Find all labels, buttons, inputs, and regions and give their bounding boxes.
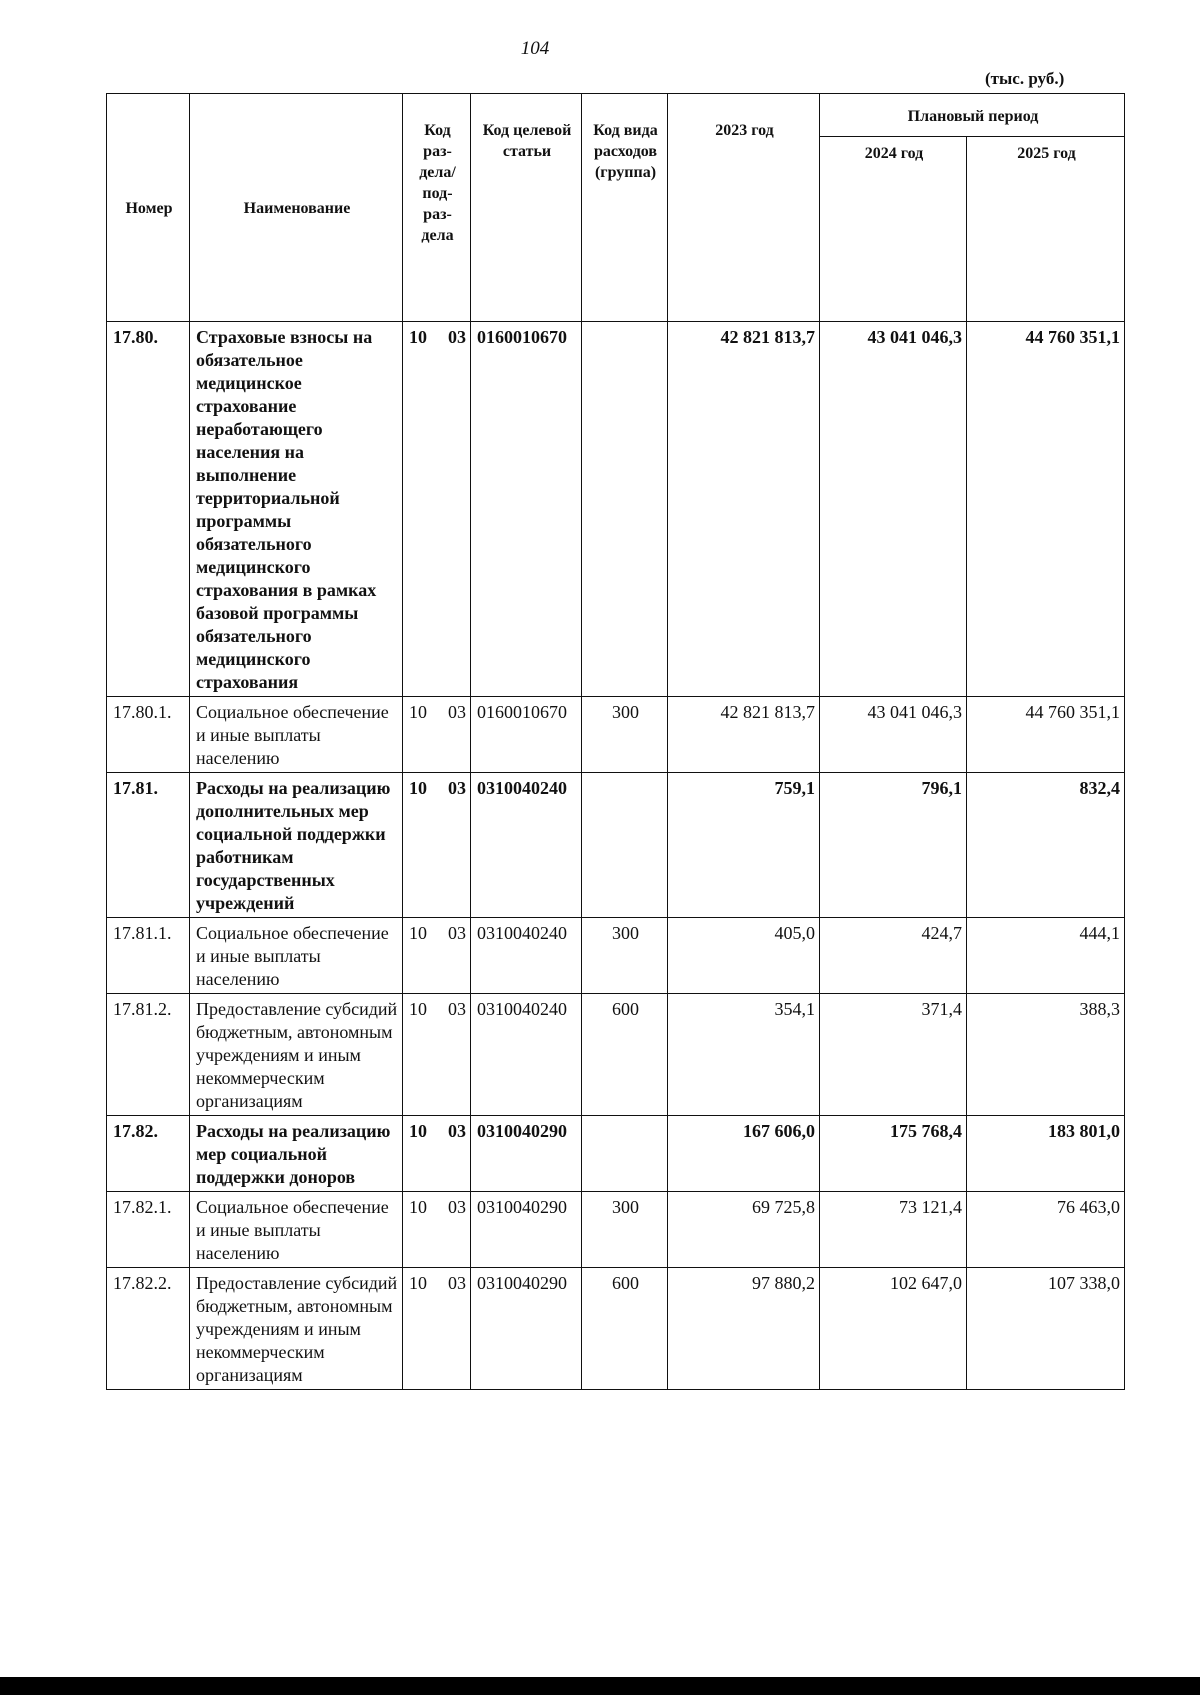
row-section-code bbox=[403, 918, 471, 994]
row-expense-type: 300 bbox=[582, 918, 668, 994]
table-row bbox=[107, 322, 1125, 697]
row-amount-2024: 424,7 bbox=[820, 918, 967, 994]
row-expense-type: 300 bbox=[582, 697, 668, 773]
row-amount-2023: 167 606,0 bbox=[668, 1116, 820, 1192]
row-expense-type: 600 bbox=[582, 1268, 668, 1390]
row-name: Социальное обеспечение и иные выплаты населению bbox=[190, 697, 403, 773]
row-amount-2024: 371,4 bbox=[820, 994, 967, 1116]
row-section-code bbox=[403, 1192, 471, 1268]
table-row bbox=[107, 918, 1125, 994]
row-amount-2025: 44 760 351,1 bbox=[967, 322, 1125, 697]
table-row bbox=[107, 1268, 1125, 1390]
row-amount-2023: 759,1 bbox=[668, 773, 820, 918]
subsection-code: 03 bbox=[448, 778, 466, 798]
row-number: 17.81.2. bbox=[107, 994, 190, 1116]
row-number: 17.81.1. bbox=[107, 918, 190, 994]
row-number: 17.80. bbox=[107, 322, 190, 697]
row-amount-2023: 69 725,8 bbox=[668, 1192, 820, 1268]
section-code: 10 bbox=[409, 778, 427, 798]
row-amount-2025: 44 760 351,1 bbox=[967, 697, 1125, 773]
row-number: 17.82. bbox=[107, 1116, 190, 1192]
subsection-code: 03 bbox=[448, 999, 466, 1019]
row-name: Расходы на реализацию дополнительных мер социальной поддержки работникам государственных учреждений bbox=[190, 773, 403, 918]
row-amount-2025: 107 338,0 bbox=[967, 1268, 1125, 1390]
row-amount-2023: 405,0 bbox=[668, 918, 820, 994]
row-expense-type bbox=[582, 773, 668, 918]
subsection-code: 03 bbox=[448, 923, 466, 943]
table-row bbox=[107, 994, 1125, 1116]
row-name: Страховые взносы на обязательное медицинское страхование неработающего населения на выполнение территориальной программы обязательного медицинского страхования в рамках базовой программы обязательного медицинского страхования bbox=[190, 322, 403, 697]
row-name: Социальное обеспечение и иные выплаты населению bbox=[190, 918, 403, 994]
row-target-code: 0160010670 bbox=[471, 697, 582, 773]
row-section-code bbox=[403, 773, 471, 918]
row-target-code: 0310040240 bbox=[471, 994, 582, 1116]
table-row bbox=[107, 697, 1125, 773]
row-target-code: 0310040290 bbox=[471, 1116, 582, 1192]
section-code: 10 bbox=[409, 1197, 427, 1217]
header-year-2024: 2024 год bbox=[820, 137, 967, 322]
row-amount-2023: 42 821 813,7 bbox=[668, 697, 820, 773]
row-amount-2024: 43 041 046,3 bbox=[820, 697, 967, 773]
scan-bottom-border bbox=[0, 1677, 1200, 1695]
budget-table bbox=[106, 93, 1125, 1390]
row-expense-type: 300 bbox=[582, 1192, 668, 1268]
units-label: (тыс. руб.) bbox=[985, 69, 1065, 88]
row-amount-2023: 97 880,2 bbox=[668, 1268, 820, 1390]
header-name: Наименование bbox=[190, 94, 403, 322]
table-row bbox=[107, 1116, 1125, 1192]
row-expense-type: 600 bbox=[582, 994, 668, 1116]
row-amount-2025: 444,1 bbox=[967, 918, 1125, 994]
row-section-code bbox=[403, 994, 471, 1116]
row-section-code bbox=[403, 1116, 471, 1192]
row-target-code: 0160010670 bbox=[471, 322, 582, 697]
section-code: 10 bbox=[409, 1121, 427, 1141]
subsection-code: 03 bbox=[448, 327, 466, 347]
row-name: Расходы на реализацию мер социальной поддержки доноров bbox=[190, 1116, 403, 1192]
row-target-code: 0310040290 bbox=[471, 1268, 582, 1390]
row-amount-2025: 183 801,0 bbox=[967, 1116, 1125, 1192]
header-year-2025: 2025 год bbox=[967, 137, 1125, 322]
section-code: 10 bbox=[409, 999, 427, 1019]
row-expense-type bbox=[582, 1116, 668, 1192]
row-amount-2025: 832,4 bbox=[967, 773, 1125, 918]
header-target-code: Код целевой статьи bbox=[471, 94, 582, 322]
row-target-code: 0310040240 bbox=[471, 773, 582, 918]
row-amount-2025: 76 463,0 bbox=[967, 1192, 1125, 1268]
row-section-code bbox=[403, 322, 471, 697]
row-amount-2025: 388,3 bbox=[967, 994, 1125, 1116]
header-expense-type-code: Код вида расходов (группа) bbox=[582, 94, 668, 322]
row-amount-2024: 102 647,0 bbox=[820, 1268, 967, 1390]
section-code: 10 bbox=[409, 1273, 427, 1293]
row-name: Социальное обеспечение и иные выплаты населению bbox=[190, 1192, 403, 1268]
section-code: 10 bbox=[409, 327, 427, 347]
row-number: 17.82.1. bbox=[107, 1192, 190, 1268]
header-section-code: Код раз-дела/ под-раз-дела bbox=[403, 94, 471, 322]
page-number: 104 bbox=[520, 38, 550, 59]
row-amount-2023: 42 821 813,7 bbox=[668, 322, 820, 697]
row-section-code bbox=[403, 697, 471, 773]
section-code: 10 bbox=[409, 702, 427, 722]
row-number: 17.81. bbox=[107, 773, 190, 918]
row-number: 17.82.2. bbox=[107, 1268, 190, 1390]
row-number: 17.80.1. bbox=[107, 697, 190, 773]
row-target-code: 0310040240 bbox=[471, 918, 582, 994]
subsection-code: 03 bbox=[448, 702, 466, 722]
row-amount-2023: 354,1 bbox=[668, 994, 820, 1116]
row-name: Предоставление субсидий бюджетным, автономным учреждениям и иным некоммерческим организациям bbox=[190, 1268, 403, 1390]
header-number: Номер bbox=[107, 94, 190, 322]
header-planned-period: Плановый период bbox=[820, 94, 1125, 137]
subsection-code: 03 bbox=[448, 1121, 466, 1141]
row-name: Предоставление субсидий бюджетным, автономным учреждениям и иным некоммерческим организациям bbox=[190, 994, 403, 1116]
row-target-code: 0310040290 bbox=[471, 1192, 582, 1268]
table-row bbox=[107, 773, 1125, 918]
header-year-2023: 2023 год bbox=[668, 94, 820, 322]
row-section-code bbox=[403, 1268, 471, 1390]
row-amount-2024: 175 768,4 bbox=[820, 1116, 967, 1192]
subsection-code: 03 bbox=[448, 1197, 466, 1217]
section-code: 10 bbox=[409, 923, 427, 943]
table-row bbox=[107, 1192, 1125, 1268]
row-amount-2024: 73 121,4 bbox=[820, 1192, 967, 1268]
subsection-code: 03 bbox=[448, 1273, 466, 1293]
row-expense-type bbox=[582, 322, 668, 697]
row-amount-2024: 43 041 046,3 bbox=[820, 322, 967, 697]
row-amount-2024: 796,1 bbox=[820, 773, 967, 918]
